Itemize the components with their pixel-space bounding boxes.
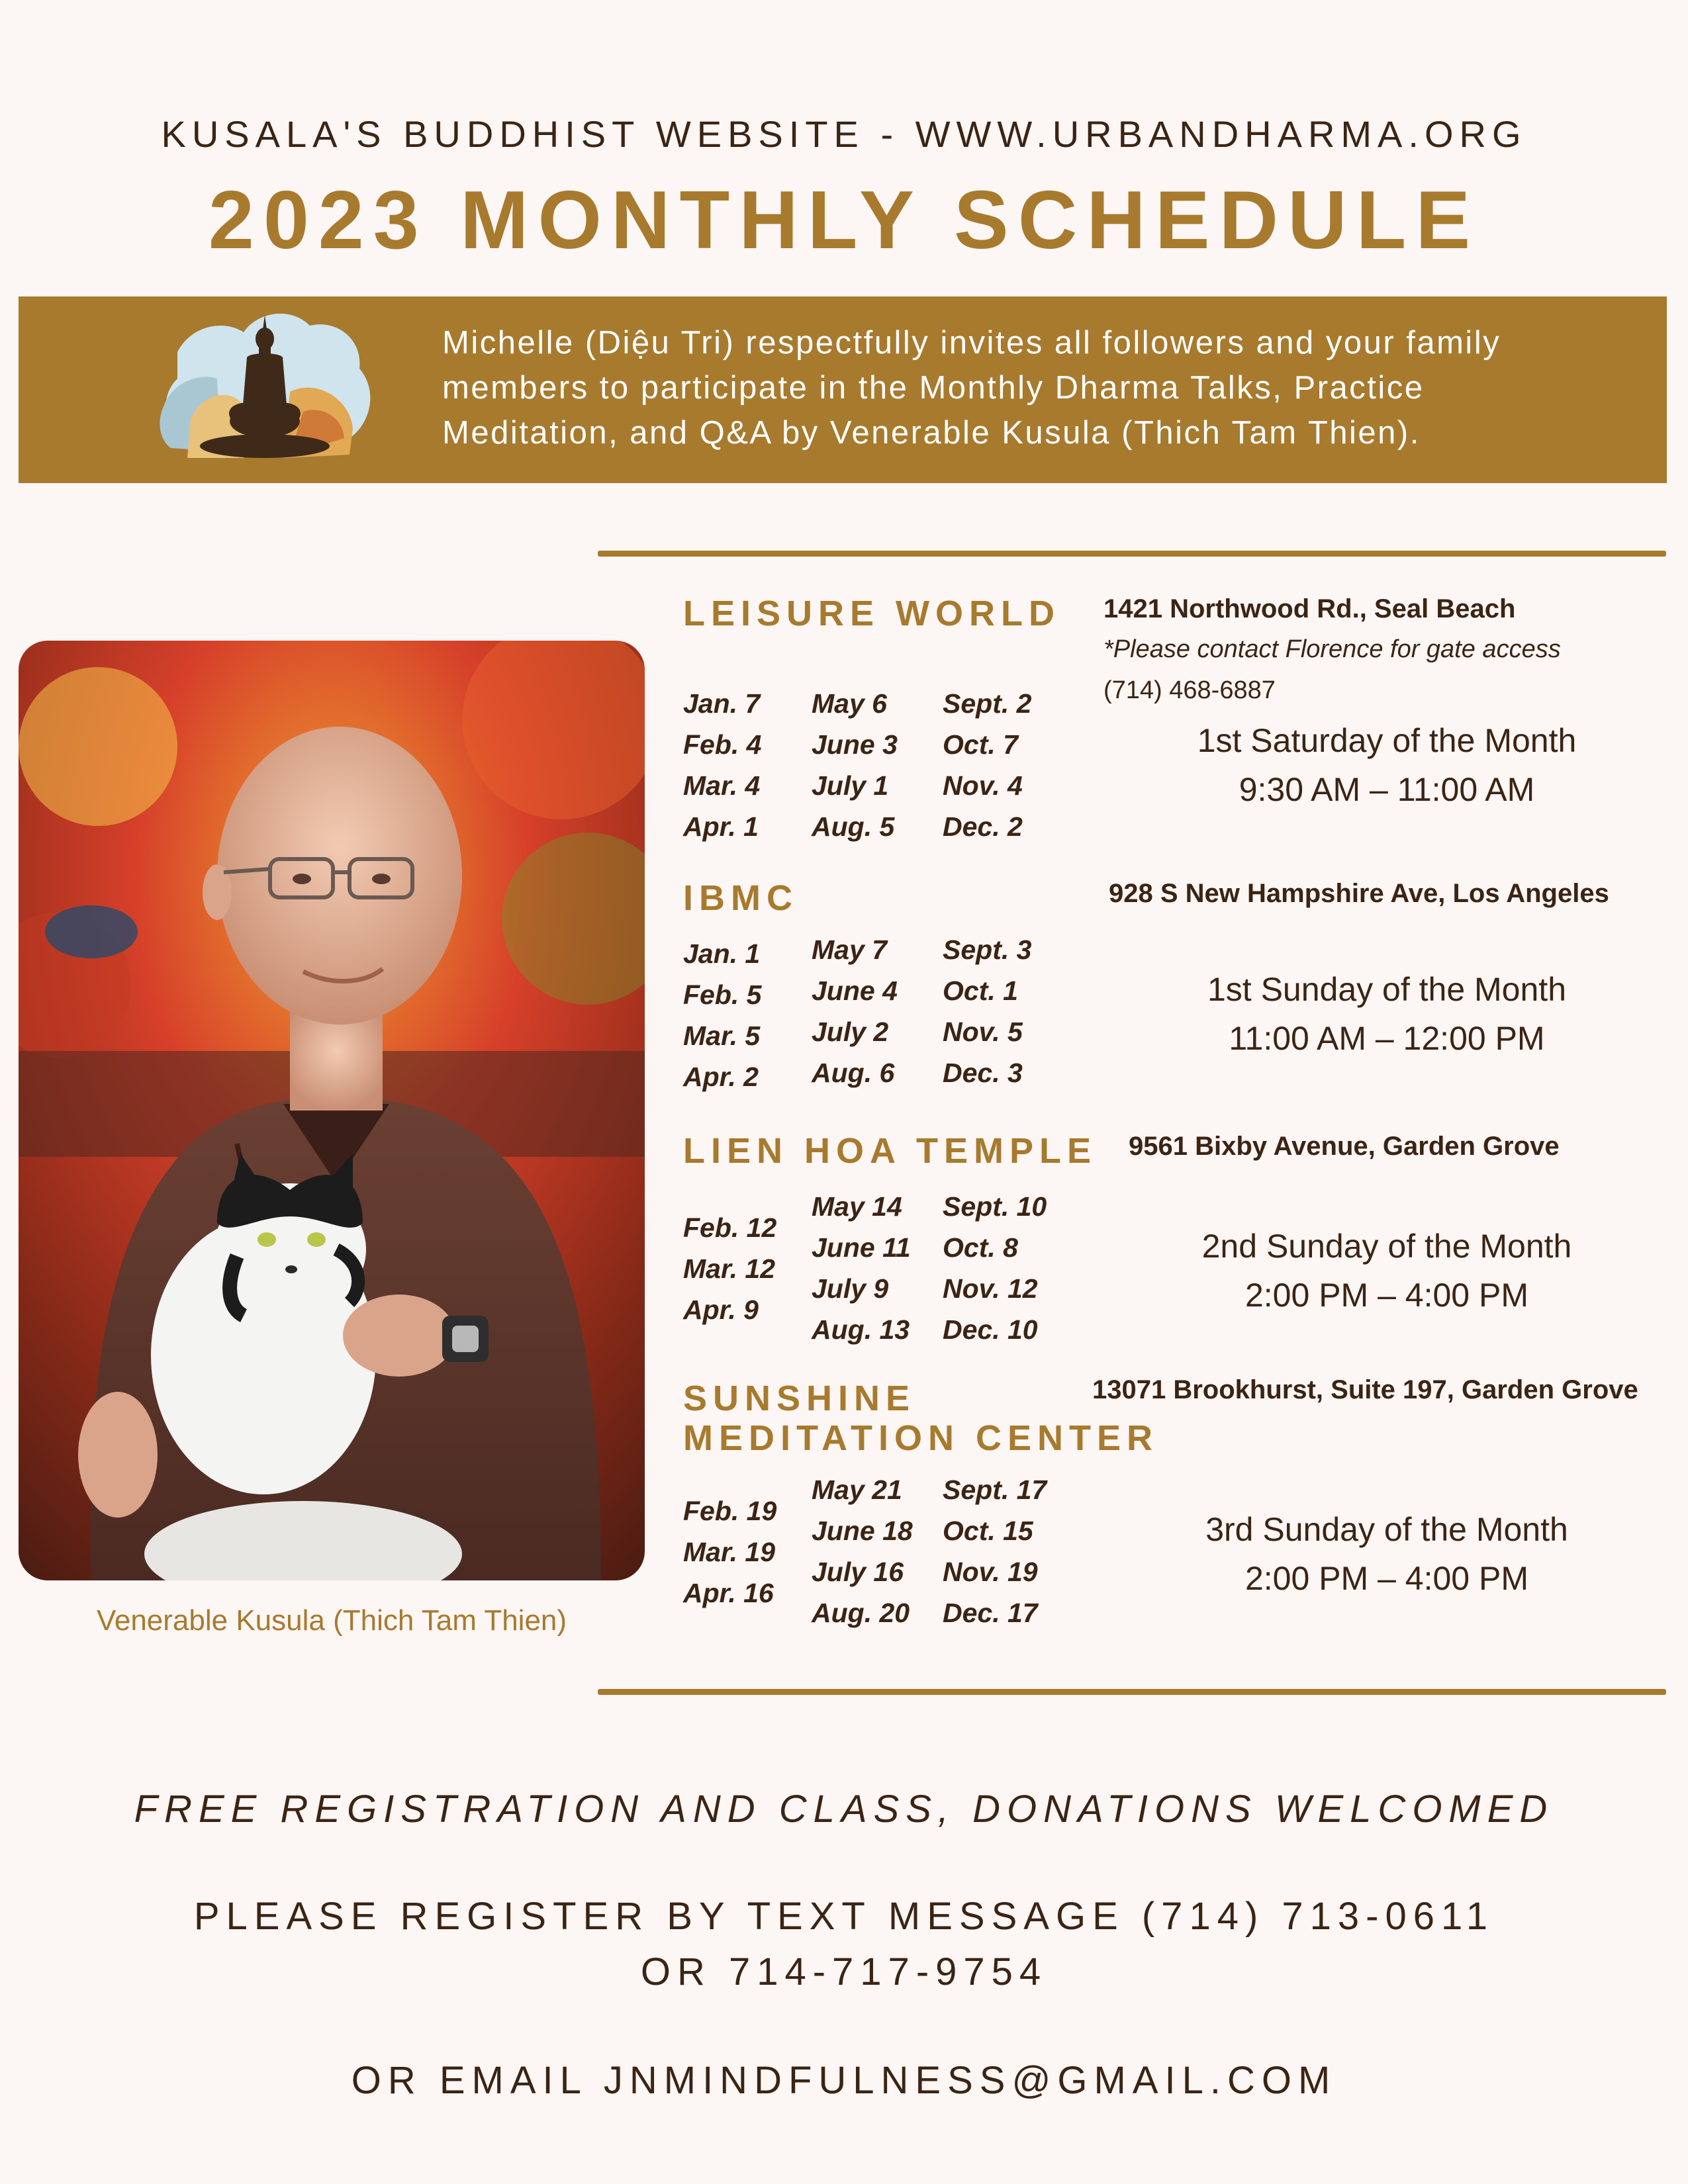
session-date: Apr. 1 (683, 811, 759, 842)
free-registration-line: FREE REGISTRATION AND CLASS, DONATIONS WELCOMED (134, 1788, 1554, 1831)
schedule-time: 9:30 AM – 11:00 AM (1239, 771, 1535, 808)
session-date: Dec. 3 (943, 1058, 1023, 1088)
session-date: Feb. 12 (683, 1212, 777, 1243)
schedule-day: 1st Sunday of the Month (1207, 971, 1567, 1008)
schedule-day: 2nd Sunday of the Month (1201, 1228, 1572, 1265)
session-date: May 14 (812, 1191, 902, 1222)
contact-phone: (714) 468-6887 (1103, 676, 1276, 704)
invitation-line: Michelle (Diệu Tri) respectfully invites all followers and your family (442, 325, 1501, 361)
session-date: June 18 (812, 1516, 913, 1546)
session-date: Dec. 10 (943, 1314, 1038, 1345)
session-date: Oct. 15 (943, 1516, 1033, 1546)
site-line: KUSALA'S BUDDHIST WEBSITE - WWW.URBANDHARMA.ORG (161, 113, 1527, 155)
venerable-photo (19, 641, 645, 1580)
session-date: July 9 (812, 1273, 889, 1304)
venue-address: 13071 Brookhurst, Suite 197, Garden Grove (1092, 1375, 1638, 1404)
session-date: Nov. 4 (943, 770, 1023, 801)
session-date: Sept. 3 (943, 934, 1032, 965)
session-date: Dec. 2 (943, 811, 1023, 842)
venue-name: MEDITATION CENTER (683, 1418, 1158, 1458)
venue-name: LEISURE WORLD (683, 594, 1060, 633)
session-date: Sept. 17 (943, 1475, 1047, 1505)
schedule-time: 2:00 PM – 4:00 PM (1244, 1277, 1528, 1314)
schedule-time: 11:00 AM – 12:00 PM (1229, 1020, 1545, 1057)
session-date: July 16 (812, 1557, 904, 1587)
venue-address: 928 S New Hampshire Ave, Los Angeles (1109, 879, 1609, 908)
session-date: July 2 (812, 1017, 889, 1047)
schedule-block (1119, 716, 1655, 814)
session-date: Dec. 17 (943, 1598, 1038, 1628)
schedule-block (1119, 1222, 1655, 1320)
monk-with-cat-image (19, 641, 645, 1580)
session-date: May 6 (812, 688, 887, 719)
session-date: Apr. 2 (683, 1062, 759, 1092)
schedule-day: 1st Saturday of the Month (1197, 722, 1577, 759)
session-date: June 3 (812, 729, 898, 760)
session-date: Mar. 12 (683, 1253, 776, 1284)
session-date: Sept. 10 (943, 1191, 1047, 1222)
alt-phone-line: OR 714-717-9754 (640, 1950, 1048, 1993)
session-date: Apr. 9 (683, 1295, 759, 1325)
session-date: Feb. 5 (683, 979, 762, 1010)
gate-access-note: *Please contact Florence for gate access (1103, 635, 1561, 663)
session-date: Mar. 19 (683, 1537, 776, 1567)
bottom-divider (598, 1689, 1666, 1695)
invitation-banner (19, 296, 1667, 483)
invitation-text (442, 320, 1654, 455)
session-date: Oct. 8 (943, 1232, 1018, 1263)
venue-address: 9561 Bixby Avenue, Garden Grove (1129, 1132, 1560, 1161)
session-date: May 21 (812, 1475, 902, 1505)
session-date: Feb. 19 (683, 1496, 777, 1526)
session-date: Mar. 5 (683, 1021, 761, 1051)
session-date: Jan. 7 (683, 688, 761, 719)
venue-name: SUNSHINE (683, 1379, 916, 1418)
session-date: Oct. 1 (943, 976, 1018, 1006)
session-date: June 11 (812, 1232, 911, 1263)
session-date: Aug. 13 (812, 1314, 910, 1345)
session-date: May 7 (812, 934, 887, 965)
session-date: Aug. 6 (812, 1058, 895, 1088)
invitation-line: Meditation, and Q&A by Venerable Kusula (Thich Tam Thien). (442, 415, 1421, 451)
session-date: Nov. 5 (943, 1017, 1023, 1047)
session-date: July 1 (812, 770, 889, 801)
session-date: Mar. 4 (683, 770, 761, 801)
session-date: Aug. 20 (812, 1598, 910, 1628)
photo-caption: Venerable Kusula (Thich Tam Thien) (96, 1604, 567, 1637)
page-title: 2023 MONTHLY SCHEDULE (208, 175, 1480, 266)
venue-name: LIEN HOA TEMPLE (683, 1131, 1098, 1171)
session-date: Nov. 12 (943, 1273, 1038, 1304)
schedule-block (1119, 965, 1655, 1063)
venue-name: IBMC (683, 878, 798, 918)
meditating-buddha-icon (151, 306, 383, 478)
schedule-time: 2:00 PM – 4:00 PM (1244, 1560, 1528, 1597)
session-date: Apr. 16 (683, 1578, 774, 1608)
schedule-block (1119, 1505, 1655, 1603)
email-line: OR EMAIL JNMINDFULNESS@GMAIL.COM (351, 2059, 1337, 2102)
session-date: June 4 (812, 976, 898, 1006)
session-date: Jan. 1 (683, 938, 761, 969)
session-date: Feb. 4 (683, 729, 762, 760)
session-date: Oct. 7 (943, 729, 1018, 760)
session-date: Nov. 19 (943, 1557, 1038, 1587)
session-date: Aug. 5 (812, 811, 895, 842)
venue-address: 1421 Northwood Rd., Seal Beach (1103, 594, 1516, 623)
schedule-day: 3rd Sunday of the Month (1205, 1511, 1568, 1548)
invitation-line: members to participate in the Monthly Dharma Talks, Practice (442, 370, 1425, 406)
top-divider (598, 551, 1666, 557)
register-text-line: PLEASE REGISTER BY TEXT MESSAGE (714) 713-0611 (193, 1895, 1495, 1938)
session-date: Sept. 2 (943, 688, 1032, 719)
